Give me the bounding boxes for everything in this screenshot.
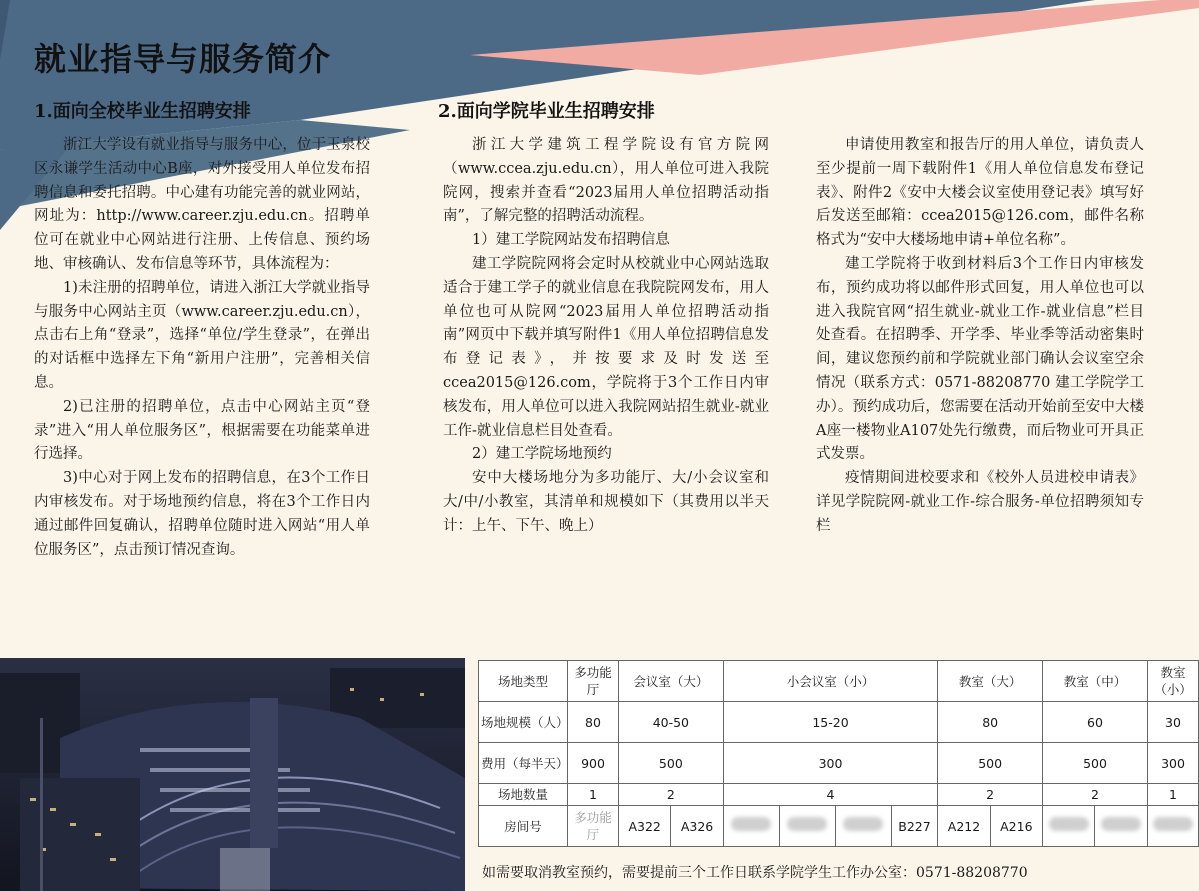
redacted-cell [1095, 806, 1148, 847]
section1-paragraph: 1)未注册的招聘单位，请进入浙江大学就业指导与服务中心网站主页（www.career.zju.edu.cn），点击右上角“登录”，选择“单位/学生登录”，在弹出的对话框中选择左下角“新用户注册”，完善相关信息。 [34, 279, 370, 391]
redacted-cell [835, 806, 891, 847]
table-cell: 80 [938, 702, 1043, 743]
section2-subheading: 2）建工学院场地预约 [472, 446, 612, 463]
table-cell: 40-50 [619, 702, 724, 743]
section1-paragraph: 3)中心对于网上发布的招聘信息，在3个工作日内审核发布。对于场地预约信息，将在3个工作日内通过邮件回复确认，招聘单位随时进入网站“用人单位服务区”，点击预订情况查询。 [34, 470, 370, 558]
table-cell: 30 [1148, 702, 1199, 743]
section2-paragraph: 建工学院院网将会定时从校就业中心网站选取适合于建工学子的就业信息在我院院网发布，用人单位也可从院网“2023届用人单位招聘活动指南”网页中下载并填写附件1《用人单位招聘信息发布登记表》，并按要求及时发送至ccea2015@126.com，学院将于3个工作日内审核发布，用人单位可以进入我院网站招生就业-就业工作-就业信息栏目处查看。 [443, 255, 769, 439]
section1-paragraph: 2)已注册的招聘单位，点击中心网站主页“登录”进入“用人单位服务区”，根据需要在功能菜单进行选择。 [34, 398, 370, 463]
table-cell: 15-20 [723, 702, 938, 743]
section1-body [34, 134, 370, 562]
cancel-note: 如需要取消教室预约，需要提前三个工作日联系学院学生工作办公室：0571-88208770 [482, 865, 1028, 881]
table-cell: A326 [671, 806, 723, 847]
section2-paragraph: 建工学院将于收到材料后3个工作日内审核发布，预约成功将以邮件形式回复，用人单位也可以进入我院官网“招生就业-就业工作-就业信息”栏目处查看。在招聘季、开学季、毕业季等活动密集时间，建议您预约前和学院就业部门确认会议室空余情况（联系方式：0571-88208770 建工学院学工办）。预约成功后，您需要在活动开始前至安中大楼A座一楼物业A107处先行缴费，而后物业可开具正式发票。 [816, 255, 1144, 463]
table-row [479, 784, 1199, 806]
building-night-photo [0, 658, 465, 891]
section2-paragraph: 安中大楼场地分为多功能厅、大/小会议室和大/中/小教室，其清单和规模如下（其费用以半天计：上午、下午、晚上） [443, 470, 769, 534]
section2-paragraph: 申请使用教室和报告厅的用人单位，请负责人至少提前一周下载附件1《用人单位信息发布登记表》、附件2《安中大楼会议室使用登记表》填写好后发送至邮箱：ccea2015@126.com，邮件名称格式为“安中大楼场地申请+单位名称”。 [816, 137, 1144, 249]
table-cell: 1 [568, 784, 619, 806]
table-cell: 4 [723, 784, 938, 806]
table-cell: 60 [1043, 702, 1148, 743]
table-cell: 500 [938, 743, 1043, 784]
table-cell: 教室（大） [938, 661, 1043, 702]
table-row [479, 806, 1199, 847]
page-title: 就业指导与服务简介 [34, 40, 332, 78]
redacted-cell [1148, 806, 1199, 847]
section2-paragraph: 疫情期间进校要求和《校外人员进校申请表》详见学院院网-就业工作-综合服务-单位招聘须知专栏 [816, 470, 1144, 534]
table-row [479, 702, 1199, 743]
section2-column-a [443, 134, 769, 539]
table-cell: A322 [619, 806, 671, 847]
redacted-cell [1043, 806, 1095, 847]
table-cell: 80 [568, 702, 619, 743]
table-cell: 1 [1148, 784, 1199, 806]
table-cell: 300 [723, 743, 938, 784]
redacted-cell [779, 806, 835, 847]
row-label: 费用（每半天） [479, 743, 568, 784]
table-row [479, 661, 1199, 702]
redacted-cell [723, 806, 779, 847]
section2-subheading: 1）建工学院网站发布招聘信息 [472, 232, 670, 249]
section1-heading: 1.面向全校毕业生招聘安排 [34, 101, 251, 122]
table-cell: 300 [1148, 743, 1199, 784]
table-cell: 会议室（大） [619, 661, 724, 702]
section2-column-b [816, 134, 1144, 539]
section2-heading: 2.面向学院毕业生招聘安排 [438, 101, 655, 122]
table-cell: A216 [990, 806, 1042, 847]
table-cell: 2 [619, 784, 724, 806]
row-label: 房间号 [479, 806, 568, 847]
table-cell: 500 [619, 743, 724, 784]
table-cell: A212 [938, 806, 990, 847]
section1-paragraph: 浙江大学设有就业指导与服务中心，位于玉泉校区永谦学生活动中心B座，对外接受用人单位发布招聘信息和委托招聘。中心建有功能完善的就业网站，网址为：http://www.career.zju.edu.cn。招聘单位可在就业中心网站进行注册、上传信息、预约场地、审核确认、发布信息等环节，具体流程为： [34, 137, 370, 272]
row-label: 场地类型 [479, 661, 568, 702]
table-cell: 2 [938, 784, 1043, 806]
table-cell: 教室（小） [1148, 661, 1199, 702]
table-cell: 教室（中） [1043, 661, 1148, 702]
table-cell: 小会议室（小） [723, 661, 938, 702]
table-row [479, 743, 1199, 784]
row-label: 场地规模（人） [479, 702, 568, 743]
section2-paragraph: 浙江大学建筑工程学院设有官方院网（www.ccea.zju.edu.cn），用人单位可进入我院院网，搜索并查看“2023届用人单位招聘活动指南”，了解完整的招聘活动流程。 [443, 137, 769, 225]
table-cell: 900 [568, 743, 619, 784]
venue-table [478, 660, 1199, 847]
row-label: 场地数量 [479, 784, 568, 806]
table-cell: 多功能厅 [568, 806, 619, 847]
table-cell: 500 [1043, 743, 1148, 784]
table-cell: 多功能厅 [568, 661, 619, 702]
table-cell: B227 [891, 806, 938, 847]
table-cell: 2 [1043, 784, 1148, 806]
